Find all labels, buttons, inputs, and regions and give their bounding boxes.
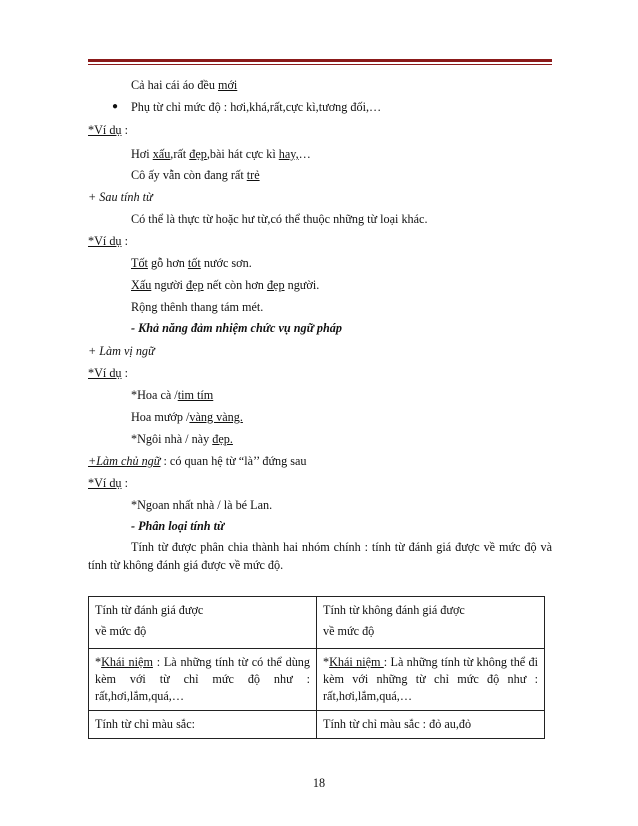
table-row [89, 649, 545, 711]
table-row [89, 711, 545, 739]
text-line: Cô ấy vẫn còn đang rất trẻ [131, 168, 260, 182]
table-cell: Tính từ chỉ màu sắc: [89, 711, 317, 739]
paragraph: Tính từ được phân chia thành hai nhóm chính : tính từ đánh giá được về mức độ và tính từ không đánh giá được về mức độ. [88, 540, 552, 572]
text-line: *Ví dụ : [88, 234, 128, 248]
header-rule-thick [88, 59, 552, 62]
page-number: 18 [312, 776, 326, 790]
text-line: Phụ từ chỉ mức độ : hơi,khá,rất,cực kì,tương đối,… [131, 100, 382, 114]
bullet-icon: ● [112, 101, 119, 112]
table-cell: *Khái niệm : Là những tính từ có thể dùng kèm với từ chỉ mức độ như : rất,hơi,lắm,quá,… [89, 649, 317, 711]
table-cell: *Khái niệm : Là những tính từ không thể đi kèm với những từ chỉ mức độ như : rất,hơi,lắm,quá,… [317, 649, 545, 711]
text-line: *Ngôi nhà / này đẹp. [131, 432, 233, 446]
text-line: Xấu người đẹp nết còn hơn đẹp người. [131, 278, 320, 292]
table-cell: Tính từ đánh giá được về mức độ [89, 597, 317, 649]
table-row [89, 597, 545, 649]
section-heading: + Làm vị ngữ [88, 344, 155, 358]
section-heading: - Khả năng đảm nhiệm chức vụ ngữ pháp [131, 321, 342, 335]
table-cell: Tính từ chỉ màu sắc : đỏ au,đỏ [317, 711, 545, 739]
text-line: Tốt gỗ hơn tốt nước sơn. [131, 256, 252, 270]
table-cell: Tính từ không đánh giá được về mức độ [317, 597, 545, 649]
text-line: Hoa mướp /vàng vàng. [131, 410, 243, 424]
text-line: *Ví dụ : [88, 476, 128, 490]
text-line: *Hoa cà /tim tím [131, 388, 214, 402]
text-line: Hơi xấu,rất đẹp,bài hát cực kì hay,… [131, 147, 311, 161]
text-line: Có thể là thực từ hoặc hư từ,có thể thuộc những từ loại khác. [131, 212, 428, 226]
text-line: Cả hai cái áo đều mới [131, 78, 238, 92]
header-rule-thin [88, 64, 552, 65]
section-heading: + Sau tính từ [88, 190, 153, 204]
text-line: +Làm chủ ngữ : có quan hệ từ “là’’ đứng sau [88, 454, 307, 468]
text-line: *Ngoan nhất nhà / là bé Lan. [131, 498, 273, 512]
text-line: Rộng thênh thang tám mét. [131, 300, 264, 314]
text-line: *Ví dụ : [88, 366, 128, 380]
classification-table [88, 596, 545, 739]
text-line: *Ví dụ : [88, 123, 128, 137]
section-heading: - Phân loại tính từ [131, 519, 225, 533]
